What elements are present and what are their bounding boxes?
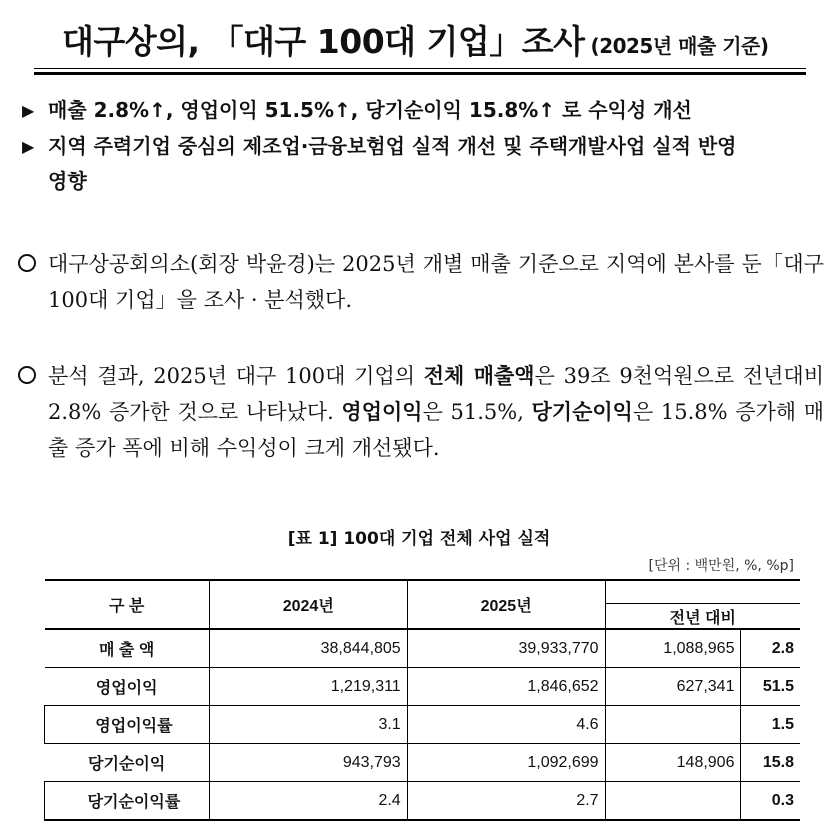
row-label: 당기순이익률 [45, 782, 210, 821]
highlight-2-text: 지역 주력기업 중심의 제조업·금융보험업 실적 개선 및 주택개발사업 실적 반영 [48, 134, 737, 158]
header-yoy: 전년 대비 [605, 604, 800, 630]
cell-2024: 3.1 [209, 706, 407, 744]
header-2025: 2025년 [407, 580, 605, 629]
table-row [45, 629, 801, 668]
table-row [45, 668, 801, 706]
cell-2025: 1,846,652 [407, 668, 605, 706]
table-row [45, 706, 801, 744]
cell-2025: 2.7 [407, 782, 605, 821]
table-row [45, 782, 801, 821]
cell-diff [605, 706, 741, 744]
p2-text-c: 은 39조 9천억원으로 전년대비 2.8% 증가한 것으로 나타났다. [48, 364, 824, 424]
cell-2024: 1,219,311 [209, 668, 407, 706]
p2-text-g: 은 15.8% 증가해 매출 증가 폭에 비해 수익성이 크게 개선됐다. [48, 400, 824, 460]
highlight-2-continuation: 영향 [48, 169, 87, 193]
cell-diff: 1,088,965 [605, 629, 741, 668]
cell-2024: 943,793 [209, 744, 407, 782]
triangle-bullet-icon: ▶ [22, 101, 35, 120]
row-label: 매 출 액 [45, 629, 210, 668]
row-label: 영업이익률 [45, 706, 210, 744]
highlight-1 [22, 93, 832, 128]
paragraph-1 [18, 246, 824, 318]
circle-bullet-icon [18, 366, 36, 384]
cell-diff: 148,906 [605, 744, 741, 782]
paragraph-2-text [18, 358, 824, 466]
cell-2024: 38,844,805 [209, 629, 407, 668]
paragraph-1-text: 대구상공회의소(회장 박윤경)는 2025년 개별 매출 기준으로 지역에 본사를 둔「대구 100대 기업」을 조사 · 분석했다. [48, 252, 824, 312]
highlight-2 [22, 129, 832, 198]
cell-rate: 0.3 [741, 782, 800, 821]
cell-rate: 51.5 [762, 677, 794, 695]
title-sub: (2025년 매출 기준) [590, 34, 769, 58]
cell-2025: 1,092,699 [407, 744, 605, 782]
table-unit: [단위 : 백만원, %, %p] [648, 558, 794, 574]
cell-diff [605, 782, 741, 821]
highlight-1-text: 매출 2.8%↑, 영업이익 51.5%↑, 당기순이익 15.8%↑ 로 수익성 개선 [48, 98, 692, 122]
row-label: 영업이익 [45, 668, 210, 706]
cell-rate: 1.5 [741, 706, 800, 744]
p2-bold-operating-profit: 영업이익 [341, 400, 423, 424]
cell-2025: 39,933,770 [407, 629, 605, 668]
p2-bold-total-sales: 전체 매출액 [423, 364, 535, 388]
header-yoy-top [605, 580, 800, 604]
title-block [0, 0, 838, 72]
p2-bold-net-income: 당기순이익 [531, 400, 633, 424]
cell-2025: 4.6 [407, 706, 605, 744]
circle-bullet-icon [18, 254, 36, 272]
cell-2024: 2.4 [209, 782, 407, 821]
page-title [62, 16, 769, 63]
p2-text-a: 분석 결과, 2025년 대구 100대 기업의 [48, 364, 424, 388]
performance-table [44, 579, 800, 821]
cell-diff: 627,341 [605, 668, 741, 706]
p2-text-e: 은 51.5%, [422, 400, 532, 424]
triangle-bullet-icon: ▶ [22, 137, 35, 156]
row-label: 당기순이익 [45, 744, 210, 782]
header-2024: 2024년 [209, 580, 407, 629]
title-rule-thin [34, 68, 806, 69]
table-row [45, 744, 801, 782]
table-caption: [표 1] 100대 기업 전체 사업 실적 [287, 529, 551, 549]
cell-rate: 15.8 [762, 753, 794, 771]
title-main: 대구상의, 「대구 100대 기업」조사 [62, 22, 585, 61]
paragraph-2 [18, 358, 824, 466]
header-category: 구 분 [45, 580, 210, 629]
cell-rate: 2.8 [741, 629, 800, 668]
title-rule-thick [34, 72, 806, 75]
